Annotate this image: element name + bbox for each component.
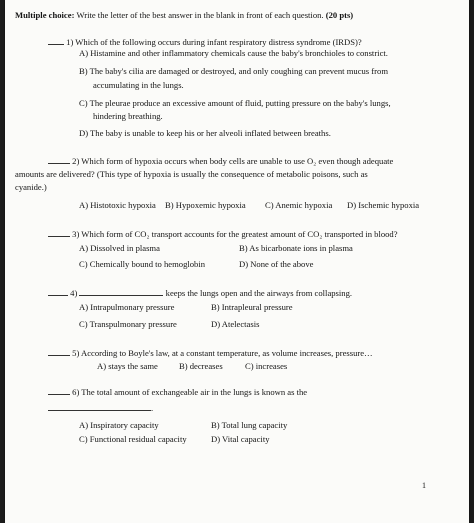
question-text: keeps the lungs open and the airways from collapsing. xyxy=(165,288,353,298)
question-text: 3) Which form of CO₂ transport accounts for the greatest amount of CO₂ transported in blood? xyxy=(72,229,398,239)
q1-option-c: C) The pleurae produce an excessive amount of fluid, putting pressure on the baby's lungs, xyxy=(79,98,391,108)
document-page xyxy=(5,0,469,523)
q1-option-c-cont: hindering breathing. xyxy=(93,111,163,121)
question-6-stem xyxy=(48,386,307,398)
answer-blank[interactable] xyxy=(48,347,70,356)
q6-fill-line xyxy=(48,402,153,414)
q4-option-b: B) Intrapleural pressure xyxy=(211,302,293,312)
question-1-stem xyxy=(48,36,362,48)
q3-option-d: D) None of the above xyxy=(239,259,314,269)
q1-option-b-cont: accumulating in the lungs. xyxy=(93,80,184,90)
question-text: 2) Which form of hypoxia occurs when body cells are unable to use O₂ even though adequate xyxy=(72,156,394,166)
q1-option-d: D) The baby is unable to keep his or her alveoli inflated between breaths. xyxy=(79,128,331,138)
q2-option-a: A) Histotoxic hypoxia xyxy=(79,200,156,210)
q1-option-a: A) Histamine and other inflammatory chemicals cause the baby's bronchioles to constrict. xyxy=(79,48,388,58)
fill-in-blank[interactable] xyxy=(48,402,154,413)
q2-option-c: C) Anemic hypoxia xyxy=(265,200,333,210)
q2-stem-cont: amounts are delivered? (This type of hypoxia is usually the consequence of metabolic poisons, such as xyxy=(15,169,368,179)
answer-blank[interactable] xyxy=(48,287,68,296)
answer-blank[interactable] xyxy=(48,228,70,237)
question-3-stem xyxy=(48,228,398,240)
q2-option-b: B) Hypoxemic hypoxia xyxy=(165,200,246,210)
q5-option-c: C) increases xyxy=(245,361,288,371)
q2-option-d: D) Ischemic hypoxia xyxy=(347,200,420,210)
q4-option-c: C) Transpulmonary pressure xyxy=(79,319,177,329)
page-number: 1 xyxy=(422,481,426,490)
q5-option-a: A) stays the same xyxy=(97,361,158,371)
q3-option-a: A) Dissolved in plasma xyxy=(79,243,160,253)
q6-option-d: D) Vital capacity xyxy=(211,434,270,444)
q6-option-b: B) Total lung capacity xyxy=(211,420,288,430)
question-text: 6) The total amount of exchangeable air in the lungs is known as the xyxy=(72,387,308,397)
question-number: 4) xyxy=(70,288,78,298)
answer-blank[interactable] xyxy=(48,155,70,164)
q3-option-c: C) Chemically bound to hemoglobin xyxy=(79,259,206,269)
q5-option-b: B) decreases xyxy=(179,361,223,371)
question-2-stem xyxy=(48,155,393,167)
fill-in-blank[interactable] xyxy=(79,287,163,296)
question-text: 5) According to Boyle's law, at a constant temperature, as volume increases, pressure… xyxy=(72,348,373,358)
header-points: (20 pts) xyxy=(325,10,354,20)
period: . xyxy=(151,403,154,413)
q4-option-a: A) Intrapulmonary pressure xyxy=(79,302,175,312)
q2-stem-cont: cyanide.) xyxy=(15,182,47,192)
q3-option-b: B) As bicarbonate ions in plasma xyxy=(239,243,353,253)
question-5-stem xyxy=(48,347,373,359)
q6-option-c: C) Functional residual capacity xyxy=(79,434,187,444)
q4-option-d: D) Atelectasis xyxy=(211,319,260,329)
question-4-stem xyxy=(48,287,352,299)
answer-blank[interactable] xyxy=(48,386,70,395)
q1-option-b: B) The baby's cilia are damaged or destroyed, and only coughing can prevent mucus from xyxy=(79,66,388,76)
header xyxy=(15,10,353,21)
q6-option-a: A) Inspiratory capacity xyxy=(79,420,159,430)
header-label: Multiple choice: xyxy=(15,10,75,20)
answer-blank[interactable] xyxy=(48,36,64,45)
header-instructions: Write the letter of the best answer in the blank in front of each question. xyxy=(76,10,324,20)
question-text: 1) Which of the following occurs during infant respiratory distress syndrome (IRDS)? xyxy=(66,37,362,47)
